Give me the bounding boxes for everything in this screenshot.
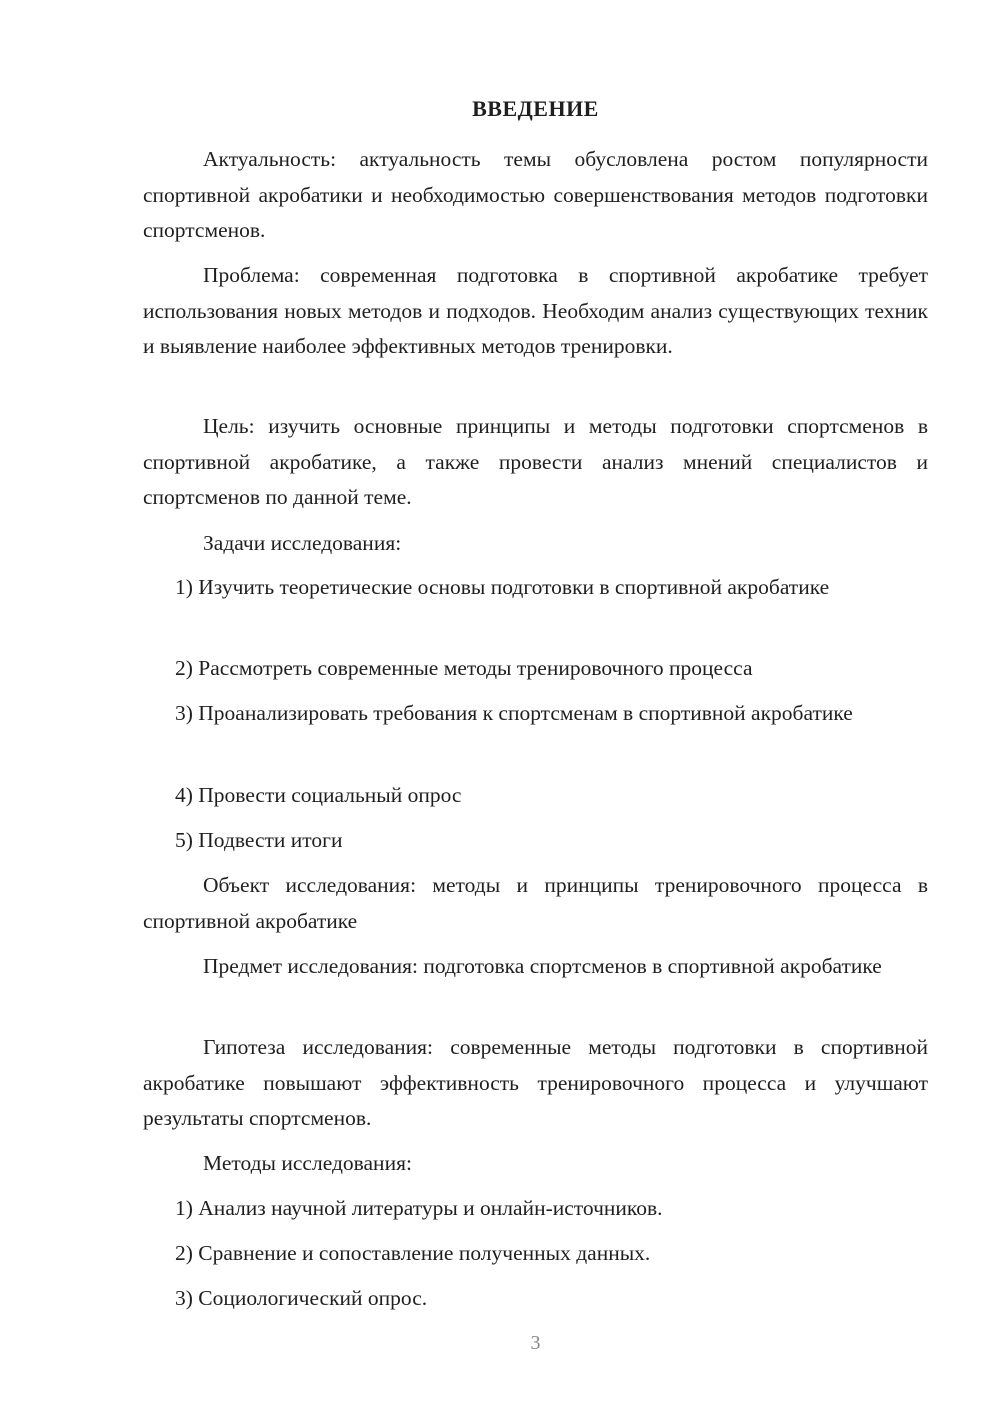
page-title: ВВЕДЕНИЕ <box>472 96 599 121</box>
task-item-5: 5) Подвести итоги <box>175 828 343 852</box>
document-page <box>143 0 928 1414</box>
relevance-paragraph: Актуальность: актуальность темы обусловлена ростом популярности спортивной акробатики и необходимостью совершенствования методов подготовки спортсменов. <box>143 147 928 242</box>
page-number: 3 <box>530 1332 541 1354</box>
task-item-1: 1) Изучить теоретические основы подготовки в спортивной акробатике <box>175 575 830 599</box>
goal-paragraph: Цель: изучить основные принципы и методы подготовки спортсменов в спортивной акробатике, а также провести анализ мнений специалистов и спортсменов по данной теме. <box>143 414 928 509</box>
task-item-2: 2) Рассмотреть современные методы тренировочного процесса <box>175 656 753 680</box>
task-item-3: 3) Проанализировать требования к спортсменам в спортивной акробатике <box>175 701 853 725</box>
hypothesis-paragraph: Гипотеза исследования: современные методы подготовки в спортивной акробатике повышают эффективность тренировочного процесса и улучшают результаты спортсменов. <box>143 1035 928 1130</box>
tasks-heading: Задачи исследования: <box>203 531 402 555</box>
method-item-3: 3) Социологический опрос. <box>175 1286 428 1310</box>
task-item-4: 4) Провести социальный опрос <box>175 783 462 807</box>
methods-heading: Методы исследования: <box>203 1151 412 1175</box>
problem-paragraph: Проблема: современная подготовка в спортивной акробатике требует использования новых методов и подходов. Необходим анализ существующих техник и выявление наиболее эффективных методов тренировки. <box>143 263 928 358</box>
object-paragraph: Объект исследования: методы и принципы тренировочного процесса в спортивной акробатике <box>143 873 928 933</box>
subject-paragraph: Предмет исследования: подготовка спортсменов в спортивной акробатике <box>203 954 882 978</box>
method-item-1: 1) Анализ научной литературы и онлайн-источников. <box>175 1196 663 1220</box>
method-item-2: 2) Сравнение и сопоставление полученных данных. <box>175 1241 651 1265</box>
